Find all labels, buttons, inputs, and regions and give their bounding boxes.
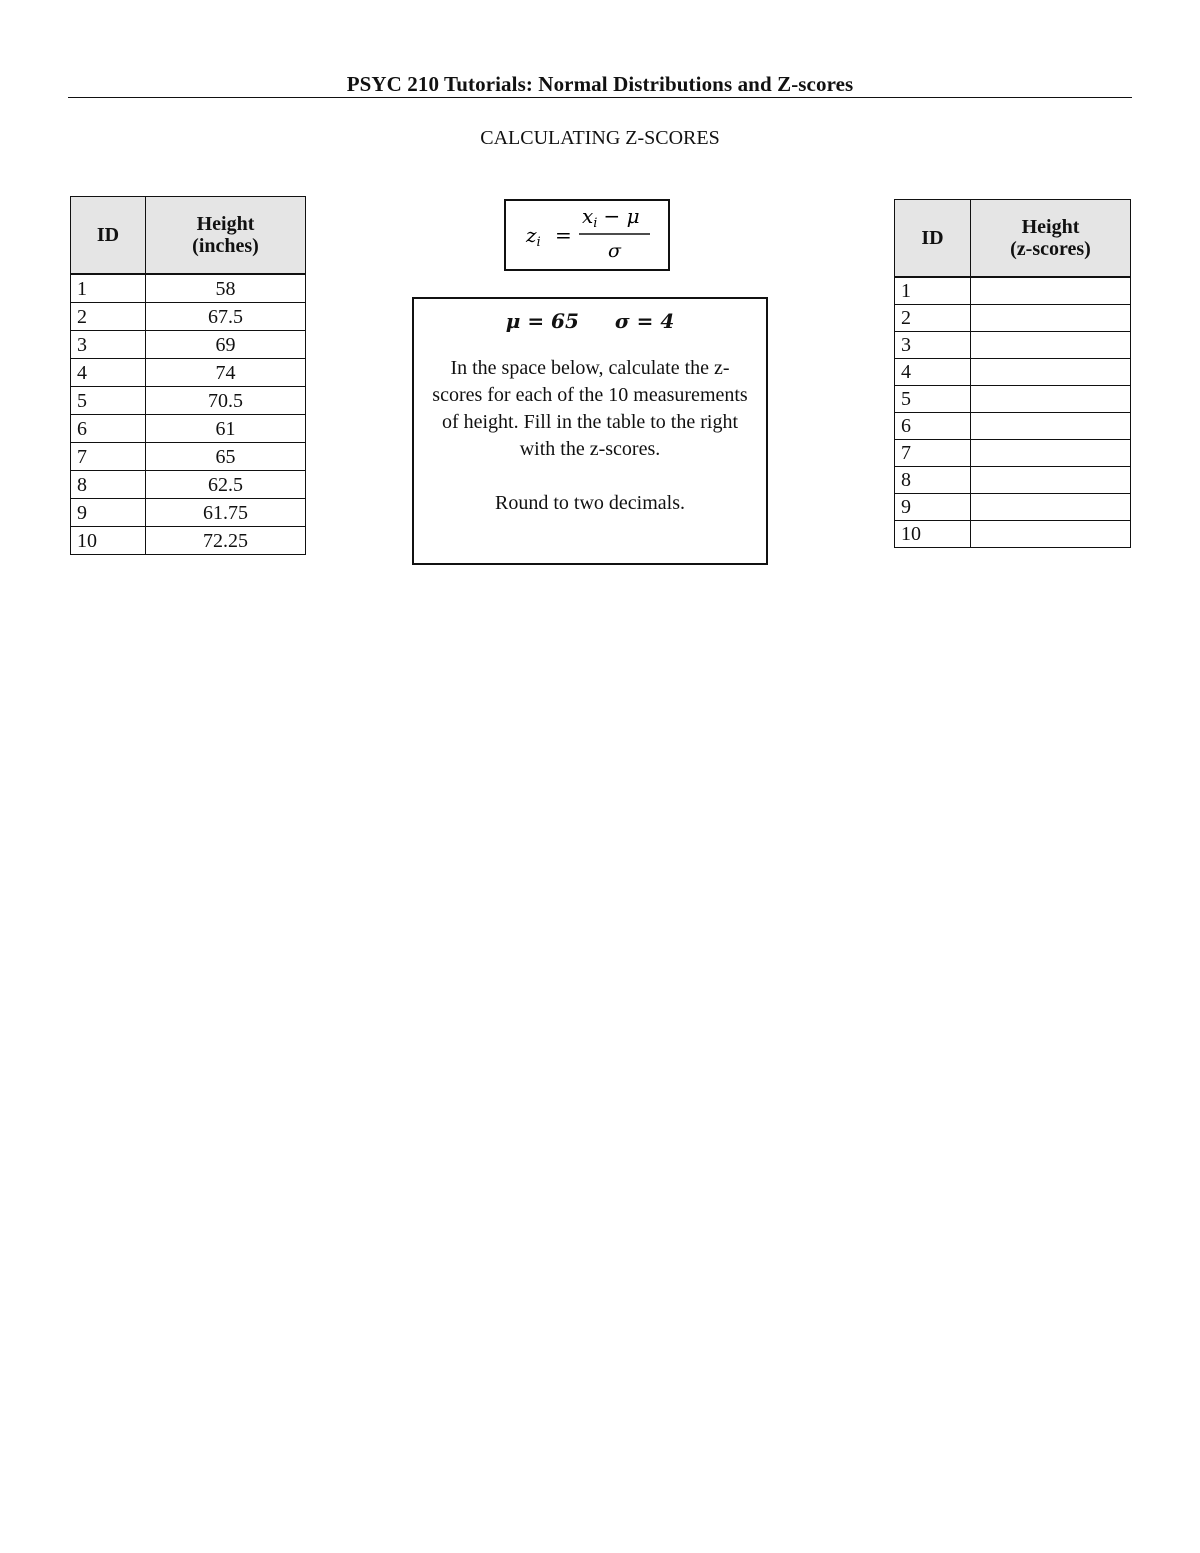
table-row	[71, 274, 306, 303]
height-id-cell: 8	[71, 471, 146, 499]
zscore-id-cell: 6	[895, 413, 971, 440]
zscore-id-cell: 1	[895, 277, 971, 305]
instructions-text: In the space below, calculate the z-scores for each of the 10 measurements of height. Fill in the table to the right with the z-scores.	[432, 357, 748, 460]
zscore-id-cell: 7	[895, 440, 971, 467]
height-id-cell: 2	[71, 303, 146, 331]
height-id-cell: 4	[71, 359, 146, 387]
zscore-value-cell[interactable]	[971, 305, 1131, 332]
sigma-value: σ = 4	[614, 309, 675, 333]
height-value-cell: 61.75	[146, 499, 306, 527]
table-row	[895, 386, 1131, 413]
zscore-value-cell[interactable]	[971, 467, 1131, 494]
zscore-id-cell: 2	[895, 305, 971, 332]
height-value-cell: 69	[146, 331, 306, 359]
zscore-table-id-header: ID	[895, 200, 971, 278]
zscore-value-cell[interactable]	[971, 413, 1131, 440]
table-row	[895, 521, 1131, 548]
population-parameters	[414, 309, 766, 333]
instructions-box	[412, 297, 768, 565]
zscore-id-cell: 8	[895, 467, 971, 494]
table-row	[71, 331, 306, 359]
zscore-value-cell[interactable]	[971, 440, 1131, 467]
table-row	[71, 359, 306, 387]
height-value-cell: 72.25	[146, 527, 306, 555]
mu-value: μ = 65	[505, 309, 579, 333]
rounding-note: Round to two decimals.	[495, 492, 685, 514]
table-row	[71, 387, 306, 415]
height-id-cell: 7	[71, 443, 146, 471]
section-title: CALCULATING Z-SCORES	[480, 127, 720, 149]
height-table-height-header: Height (inches)	[146, 197, 306, 275]
height-value-cell: 58	[146, 274, 306, 303]
table-row	[895, 494, 1131, 521]
formula-numerator: $x_i - \mu$	[582, 204, 640, 231]
page-title: PSYC 210 Tutorials: Normal Distributions and Z-scores	[346, 72, 854, 96]
zscore-id-cell: 3	[895, 332, 971, 359]
z-score-formula	[504, 199, 670, 271]
zscore-value-cell[interactable]	[971, 359, 1131, 386]
zscore-id-cell: 5	[895, 386, 971, 413]
height-zscores-table	[894, 199, 1131, 548]
height-id-cell: 6	[71, 415, 146, 443]
table-row	[895, 305, 1131, 332]
height-value-cell: 70.5	[146, 387, 306, 415]
zscore-value-cell[interactable]	[971, 332, 1131, 359]
table-row	[71, 303, 306, 331]
height-id-cell: 1	[71, 274, 146, 303]
height-value-cell: 74	[146, 359, 306, 387]
height-table-id-header: ID	[71, 197, 146, 275]
height-value-cell: 61	[146, 415, 306, 443]
height-value-cell: 65	[146, 443, 306, 471]
zscore-id-cell: 9	[895, 494, 971, 521]
height-value-cell: 62.5	[146, 471, 306, 499]
zscore-value-cell[interactable]	[971, 521, 1131, 548]
table-row	[895, 277, 1131, 305]
table-row	[71, 443, 306, 471]
zscore-table-height-header: Height (z-scores)	[971, 200, 1131, 278]
table-row	[71, 527, 306, 555]
height-id-cell: 10	[71, 527, 146, 555]
formula-lhs: $z_i$	[526, 223, 541, 250]
table-row	[71, 499, 306, 527]
height-id-cell: 3	[71, 331, 146, 359]
zscore-id-cell: 10	[895, 521, 971, 548]
zscore-value-cell[interactable]	[971, 494, 1131, 521]
table-row	[895, 467, 1131, 494]
zscore-value-cell[interactable]	[971, 277, 1131, 305]
formula-denominator: σ	[608, 240, 621, 262]
formula-equals: =	[555, 223, 572, 247]
zscore-value-cell[interactable]	[971, 386, 1131, 413]
height-inches-table	[70, 196, 306, 555]
table-row	[71, 471, 306, 499]
zscore-id-cell: 4	[895, 359, 971, 386]
table-row	[71, 415, 306, 443]
table-row	[895, 440, 1131, 467]
table-row	[895, 359, 1131, 386]
height-value-cell: 67.5	[146, 303, 306, 331]
height-id-cell: 5	[71, 387, 146, 415]
header-divider	[68, 97, 1132, 98]
height-id-cell: 9	[71, 499, 146, 527]
table-row	[895, 332, 1131, 359]
table-row	[895, 413, 1131, 440]
